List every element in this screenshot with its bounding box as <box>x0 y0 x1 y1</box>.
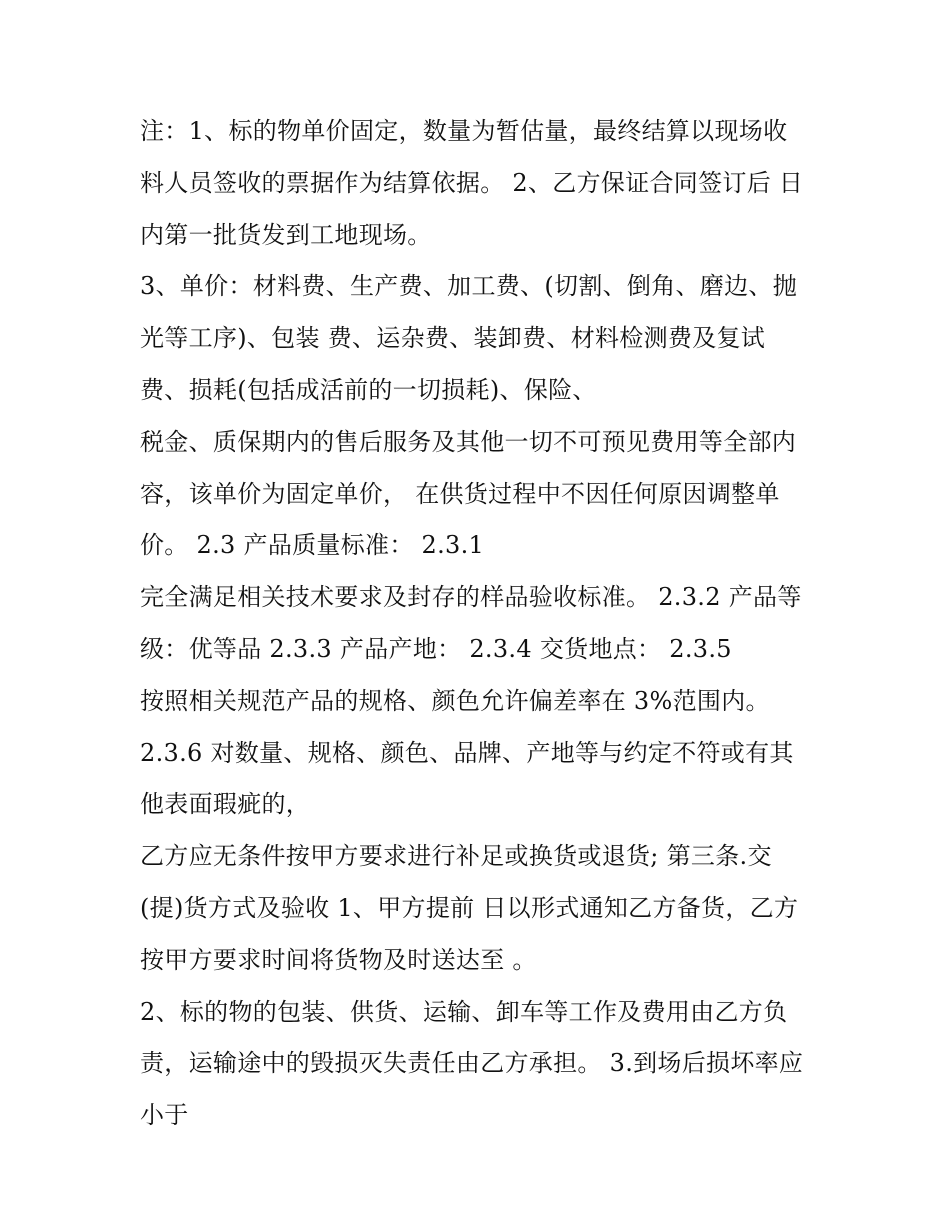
text-line: 光等工序)、包装 费、运杂费、装卸费、材料检测费及复试 <box>140 324 766 353</box>
text-line: 料人员签收的票据作为结算依据。 2、乙方保证合同签订后 日 <box>140 168 804 197</box>
text-line: 级：优等品 2.3.3 产品产地： 2.3.4 交货地点： 2.3.5 <box>140 634 732 663</box>
text-line: 按甲方要求时间将货物及时送达至 。 <box>140 945 537 974</box>
text-line: (提)货方式及验收 1、甲方提前 日以形式通知乙方备货，乙方 <box>140 893 799 922</box>
text-line: 容，该单价为固定单价， 在供货过程中不因任何原因调整单 <box>140 479 780 508</box>
text-line: 按照相关规范产品的规格、颜色允许偏差率在 3%范围内。 <box>140 686 770 715</box>
text-line: 2.3.6 对数量、规格、颜色、品牌、产地等与约定不符或有其 <box>140 738 794 767</box>
text-line: 2、标的物的包装、供货、运输、卸车等工作及费用由乙方负 <box>140 997 788 1026</box>
text-line: 内第一批货发到工地现场。 <box>140 220 432 249</box>
contract-body-text <box>140 106 830 1142</box>
text-line: 完全满足相关技术要求及封存的样品验收标准。 2.3.2 产品等 <box>140 583 802 612</box>
text-line: 费、损耗(包括成活前的一切损耗)、保险、 <box>140 375 597 404</box>
text-line: 他表面瑕疵的， <box>140 790 311 819</box>
text-line: 税金、质保期内的售后服务及其他一切不可预见费用等全部内 <box>140 427 797 456</box>
text-line: 3、单价：材料费、生产费、加工费、(切割、倒角、磨边、抛 <box>140 272 798 301</box>
text-line: 价。 2.3 产品质量标准： 2.3.1 <box>140 531 485 560</box>
text-line: 责，运输途中的毁损灭失责任由乙方承担。 3.到场后损坏率应 <box>140 1049 804 1078</box>
text-line: 乙方应无条件按甲方要求进行补足或换货或退货; 第三条.交 <box>140 842 772 871</box>
text-line: 小于 <box>140 1101 189 1130</box>
text-line: 注：1、标的物单价固定，数量为暂估量，最终结算以现场收 <box>140 117 788 145</box>
